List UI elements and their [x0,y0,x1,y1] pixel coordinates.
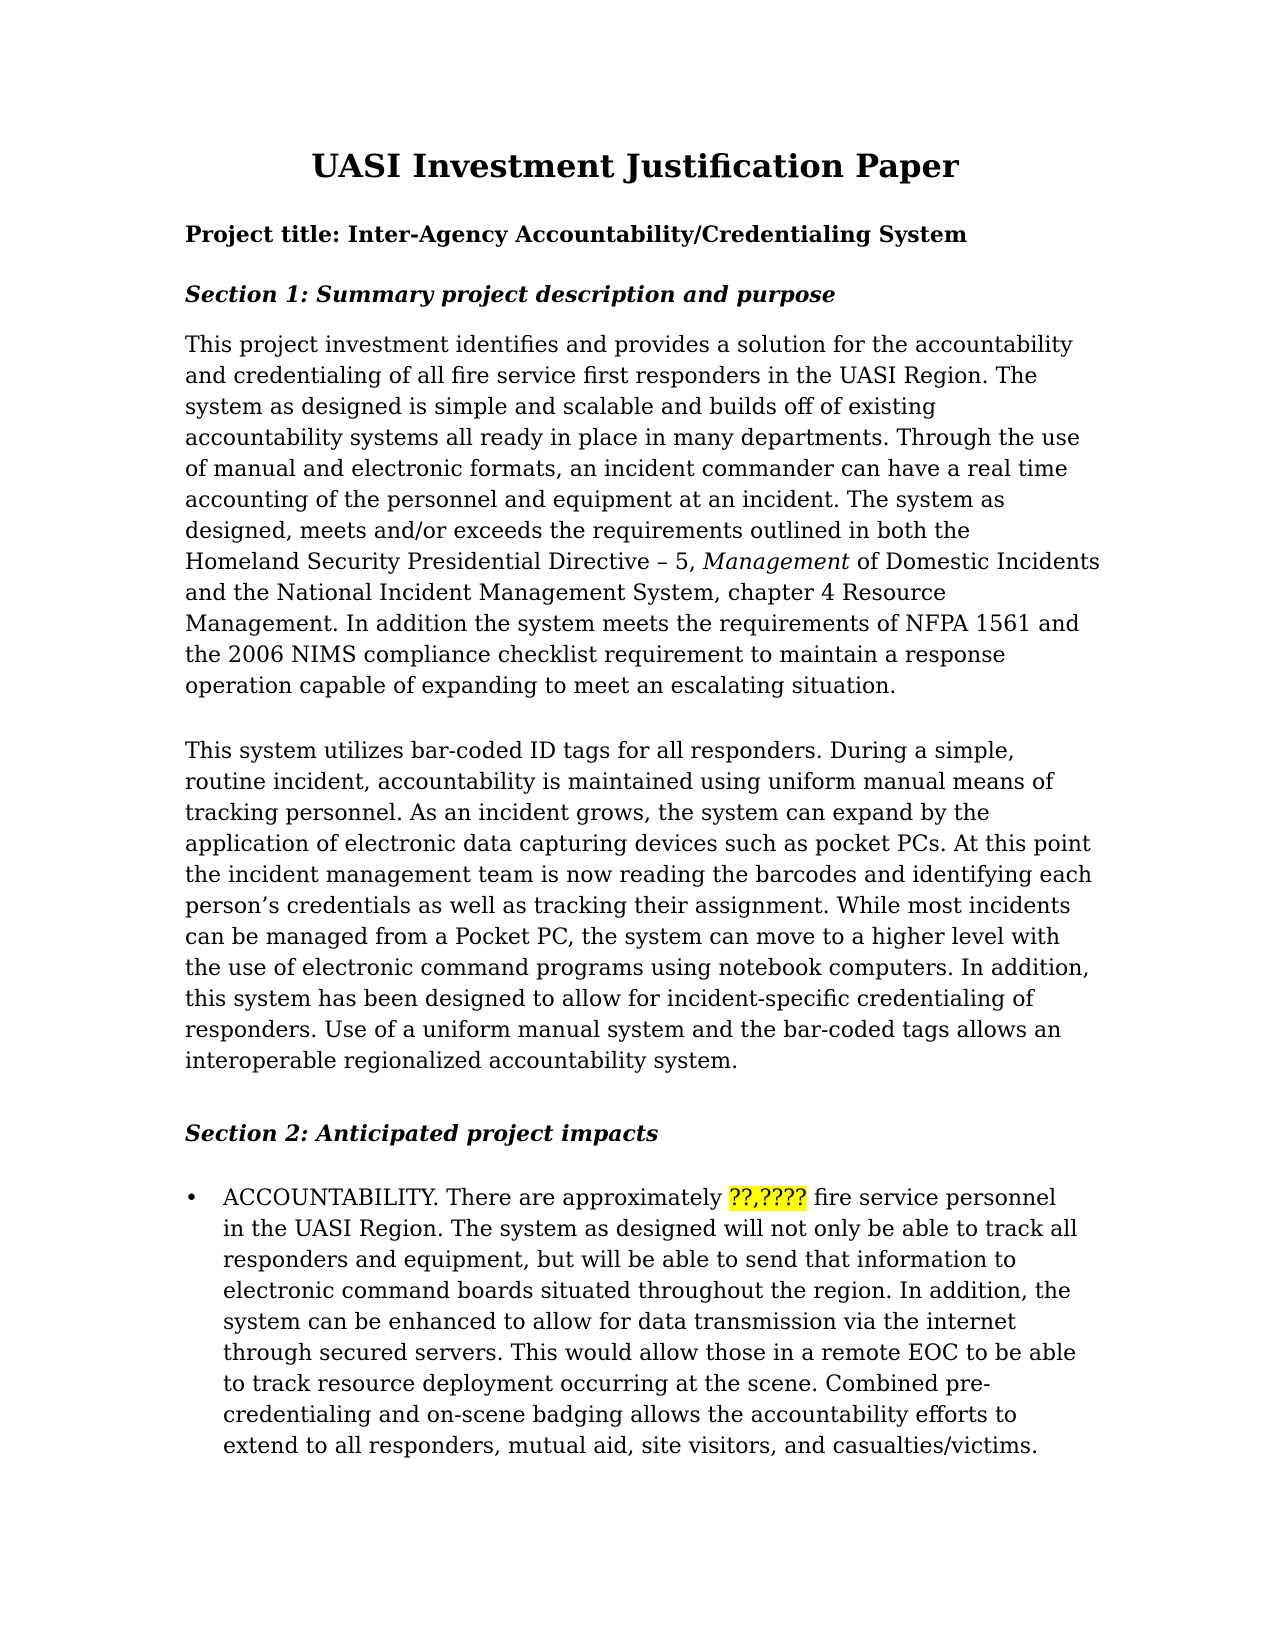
paragraph-line: Management. In addition the system meets the requirements of NFPA 1561 and [185,612,1080,637]
paragraph-line: the use of electronic command programs using notebook computers. In addition, [185,956,1090,981]
paragraph-line: This project investment identifies and provides a solution for the accountability [185,333,1073,358]
bullet-line: extend to all responders, mutual aid, site visitors, and casualties/victims. [223,1434,1039,1459]
bullet-line: through secured servers. This would allow those in a remote EOC to be able [223,1341,1077,1366]
paragraph-line: and credentialing of all fire service first responders in the UASI Region. The [185,364,1038,389]
bullet-marker: • [185,1186,198,1211]
bullet-line: system can be enhanced to allow for data transmission via the internet [223,1310,1016,1335]
paragraph-line: the incident management team is now reading the barcodes and identifying each [185,863,1093,888]
paragraph-line: accounting of the personnel and equipment at an incident. The system as [185,488,1005,513]
paragraph-line: tracking personnel. As an incident grows, the system can expand by the [185,801,990,826]
paragraph-line: and the National Incident Management System, chapter 4 Resource [185,581,947,606]
line-text: Homeland Security Presidential Directive – 5, [185,550,703,575]
section-2-heading: Section 2: Anticipated project impacts [185,1121,659,1147]
bullet-line: to track resource deployment occurring at the scene. Combined pre- [223,1372,991,1397]
section-1-heading: Section 1: Summary project description and purpose [185,282,836,308]
paragraph-line: routine incident, accountability is maintained using uniform manual means of [185,770,1054,795]
paragraph-line: system as designed is simple and scalable and builds off of existing [185,395,937,420]
project-title: Project title: Inter-Agency Accountability/Credentialing System [185,222,968,248]
paragraph-line: operation capable of expanding to meet an escalating situation. [185,674,897,699]
bullet-line-with-highlight [223,1183,1077,1214]
italic-term: Management [702,550,850,575]
paragraph-line: person’s credentials as well as tracking their assignment. While most incidents [185,894,1071,919]
paragraph-line: this system has been designed to allow for incident-specific credentialing of [185,987,1034,1012]
paragraph-line: This system utilizes bar-coded ID tags for all responders. During a simple, [185,739,1015,764]
bullet-line: in the UASI Region. The system as designed will not only be able to track all [223,1217,1078,1242]
paragraph-line: responders. Use of a uniform manual system and the bar-coded tags allows an [185,1018,1062,1043]
paragraph-line: can be managed from a Pocket PC, the system can move to a higher level with [185,925,1060,950]
line-text: of Domestic Incidents [849,550,1101,575]
paragraph-line: designed, meets and/or exceeds the requirements outlined in both the [185,519,971,544]
paragraph-line: the 2006 NIMS compliance checklist requirement to maintain a response [185,643,1006,668]
paragraph-line: accountability systems all ready in place in many departments. Through the use [185,426,1080,451]
section-1-paragraph-2 [185,736,1092,1077]
highlighted-placeholder: ??,???? [729,1186,807,1211]
section-1-paragraph-1 [185,330,1100,702]
document-title: UASI Investment Justification Paper [311,147,959,185]
impacts-bullet-list [185,1183,1077,1462]
paragraph-line: application of electronic data capturing devices such as pocket PCs. At this point [185,832,1091,857]
paragraph-line: of manual and electronic formats, an incident commander can have a real time [185,457,1068,482]
paragraph-line: interoperable regionalized accountability system. [185,1049,739,1074]
bullet-line: responders and equipment, but will be able to send that information to [223,1248,1017,1273]
bullet-line: credentialing and on-scene badging allows the accountability efforts to [223,1403,1018,1428]
line-text: ACCOUNTABILITY. There are approximately [223,1186,730,1211]
bullet-line: electronic command boards situated throughout the region. In addition, the [223,1279,1071,1304]
paragraph-line-with-italic [185,547,1100,578]
bullet-item-accountability [185,1183,1077,1462]
line-text: fire service personnel [806,1186,1057,1211]
